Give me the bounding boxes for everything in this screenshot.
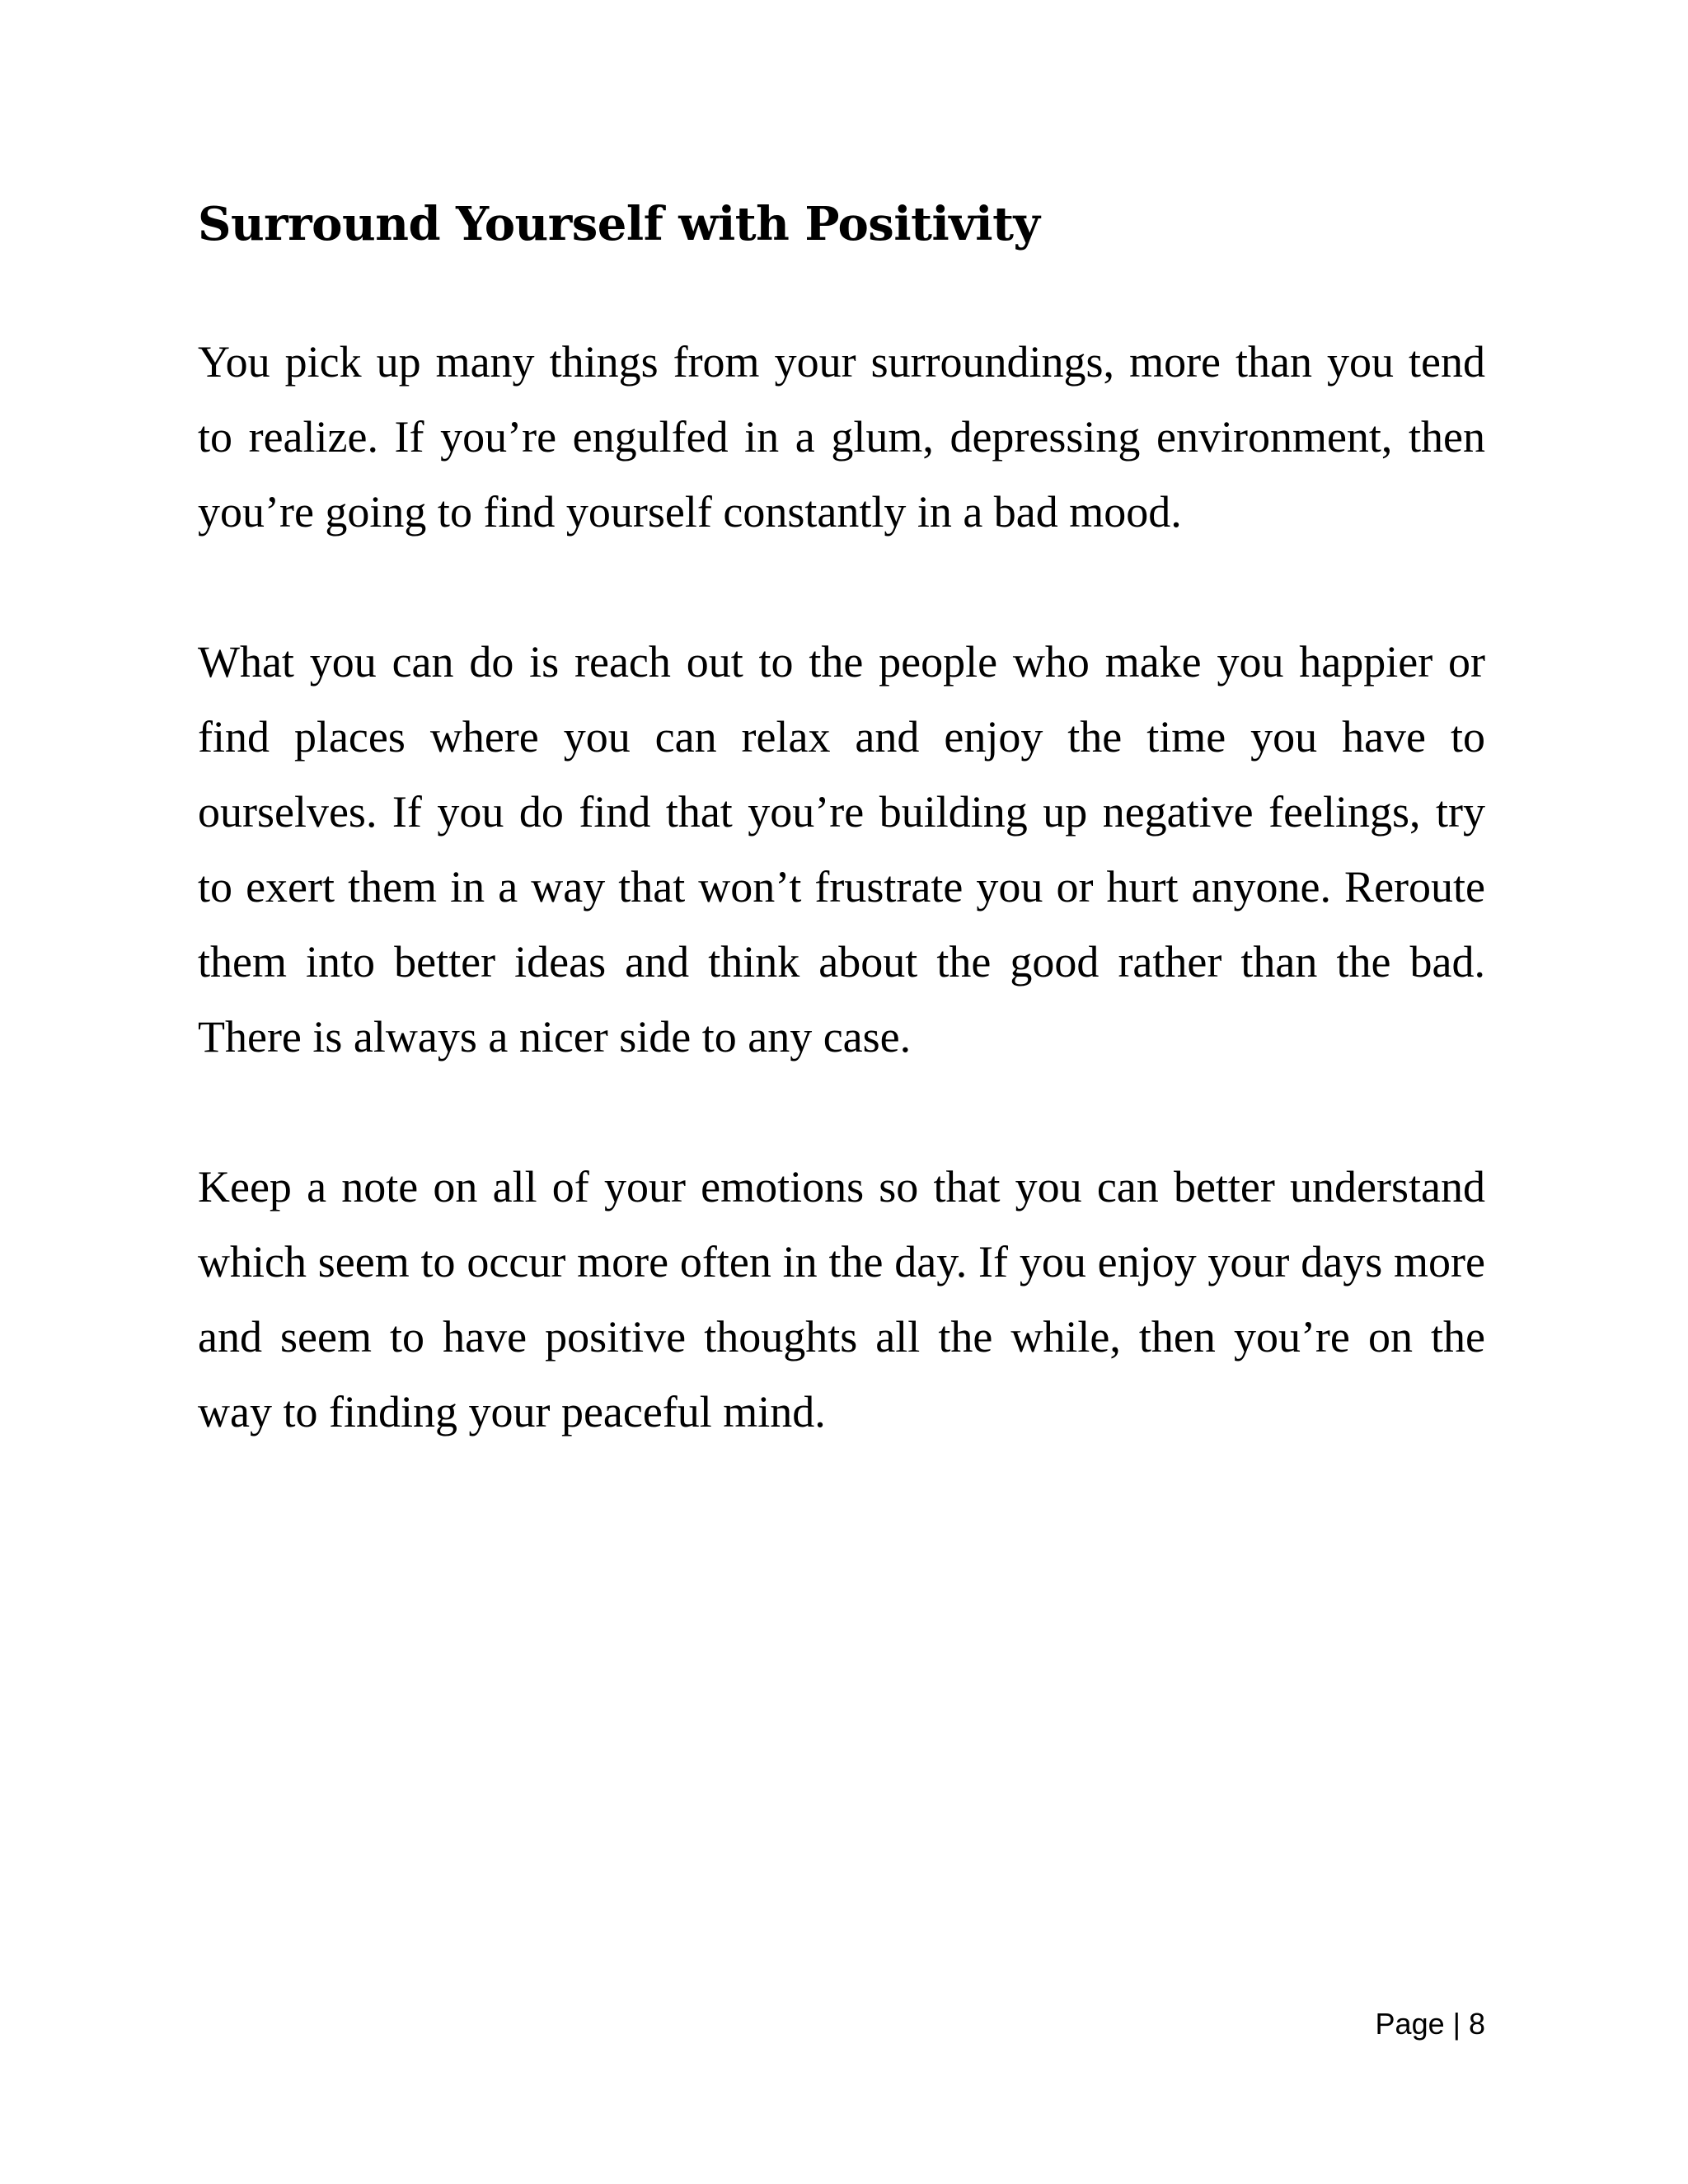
page-label: Page xyxy=(1375,2007,1445,2041)
body-paragraph-2: What you can do is reach out to the people who make you happier or find places where you can relax and enjoy the time you have to ourselves. If you do find that you’re building up negative feelings, try to exert them in a way that won’t frustrate you or hurt anyone. Reroute them into better ideas and think about the good rather than the bad. There is always a nicer side to any case. xyxy=(198,637,1485,1062)
page-separator: | xyxy=(1452,2007,1461,2041)
page-footer xyxy=(1376,2001,1485,2047)
body-paragraph-1: You pick up many things from your surroundings, more than you tend to realize. If you’re engulfed in a glum, depressing environment, then you’re going to find yourself constantly in a bad mood. xyxy=(198,337,1485,537)
page-content xyxy=(198,190,1485,1525)
body-paragraph-3: Keep a note on all of your emotions so that you can better understand which seem to occur more often in the day. If you enjoy your days more and seem to have positive thoughts all the while, then you’re on the way to finding your peaceful mind. xyxy=(198,1162,1485,1436)
section-heading: Surround Yourself with Positivity xyxy=(198,197,1040,251)
page-number: 8 xyxy=(1468,2007,1485,2041)
